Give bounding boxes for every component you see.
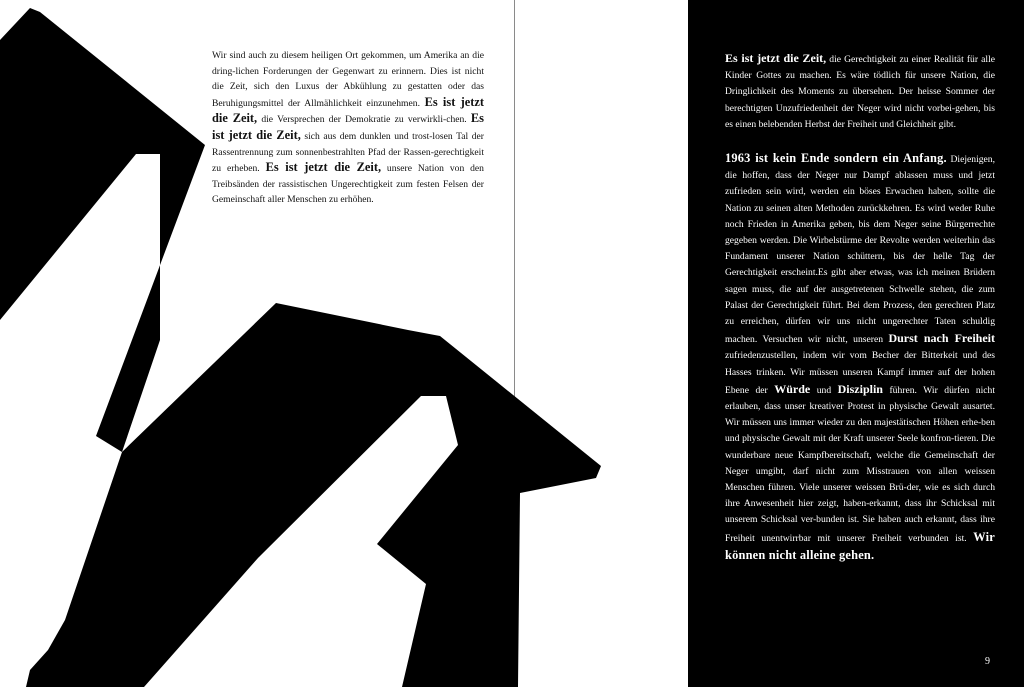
emphasis-text: Es ist jetzt die Zeit, [265, 160, 382, 175]
body-text-run: sich aus dem dunklen und trost-losen Tal der Rassentrennung zum sonnenbestrahlten Pfad der Rassen-gerechtigkeit zu erheben. [212, 130, 484, 175]
emphasis-text: Würde [774, 381, 811, 396]
body-text-run: führen. Wir dürfen nicht erlauben, dass unser kreativer Protest in physische Gewalt ausartet. Wir müssen uns immer wieder zu den majestätischen Höhen erhe-ben und physische Gewalt mit der Kraft unserer Seele konfron-tieren. Die wunderbare neue Kampfbereitschaft, welche die Gemeinschaft der Neger umgibt, darf nicht zum Misstrauen von allen weissen Menschen führen. Viele unserer weissen Brü-der, wie es sich durch ihre Anwesenheit hier zeigt, haben-erkannt, dass ihr Schicksal mit unserem Schicksal ver-bunden ist. Sie haben auch erkannt, dass ihre Freiheit unentwirrbar mit unserer Freiheit verbunden ist. [725, 384, 995, 544]
emphasis-text: Es ist jetzt die Zeit, [212, 94, 484, 126]
body-text-run: und [810, 384, 838, 396]
emphasis-text: Wir können nicht alleine gehen. [725, 529, 995, 562]
emphasis-text: 1963 ist kein Ende sondern ein Anfang. [725, 151, 947, 166]
body-text-run: Diejenigen, die hoffen, dass der Neger nur Dampf ablassen muss und jetzt zufrieden sein wird, werden ein böses Erwachen haben, sollte die Nation zu seinen alten Methoden zurückkehren. Es wird weder Ruhe noch Frieden in Amerika geben, bis dem Neger seine Bürgerrechte gegeben werden. Die Wirbelstürme der Revolte werden weiterhin das Fundament unserer Nation schüttern, bis der helle Tag der Gerechtigkeit erscheint.Es gibt aber etwas, was ich meinen Brüdern sagen muss, die auf der ausgetretenen Schwelle stehen, die zum Palast der Gerechtigkeit führt. Bei dem Prozess, den gerechten Platz zu erreichen, dürfen wir uns nicht ungerechter Taten schuldig machen. Versuchen wir nicht, unseren [725, 154, 995, 346]
body-text-run: Wir sind auch zu diesem heiligen Ort gekommen, um Amerika an die dring-lichen Forderungen der Gegenwart zu erinnern. Dies ist nicht die Zeit, sich den Luxus der Abkühlung zu gestatten oder das Beruhigungsmittel der Allmählichkeit einzunehmen. [212, 50, 484, 109]
body-text-run: die Versprechen der Demokratie zu verwirkli-chen. [257, 114, 471, 126]
emphasis-text: Es ist jetzt die Zeit, [212, 111, 484, 142]
emphasis-text: Es ist jetzt die Zeit, [725, 51, 827, 65]
body-text-run: unsere Nation von den Treibsänden der rassistischen Ungerechtigkeit zum festen Felsen der Gemeinschaft aller Menschen zu erhöhen. [212, 163, 484, 206]
body-text-run: zufriedenzustellen, indem wir vom Becher der Bitterkeit und des Hasses trinken. Wir müssen unseren Kampf immer auf der hohen Ebene der [725, 350, 995, 396]
body-text-run: die Gerechtigkeit zu einer Realität für alle Kinder Gottes zu machen. Es wäre tödlich für unsere Nation, die Dringlichkeit des Moments zu übersehen. Der heisse Sommer der berechtigten Unzufriedenheit der Neger wird nicht vorbei-gehen, bis es einen belebenden Herbst der Freiheit und Gleichheit gibt. [725, 54, 995, 130]
paragraph [725, 50, 995, 133]
emphasis-text: Disziplin [837, 381, 883, 396]
emphasis-text: Durst nach Freiheit [888, 331, 996, 346]
right-body-text [725, 50, 995, 582]
paragraph [725, 150, 995, 565]
page-number: 9 [985, 656, 990, 667]
left-body-text [212, 48, 484, 208]
